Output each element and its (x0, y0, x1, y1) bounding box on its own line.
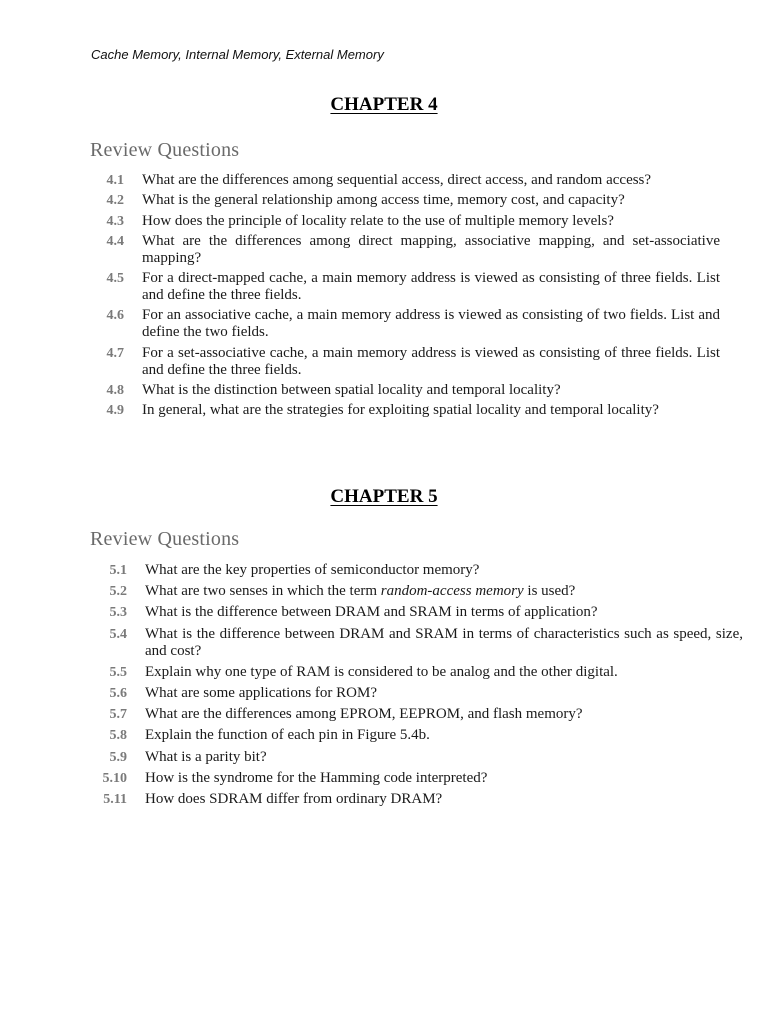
question-text (145, 583, 743, 600)
question-5-8 (96, 727, 744, 744)
question-text-before: What are two senses in which the term (145, 583, 381, 600)
question-text: What are the differences among EPROM, EEPROM, and flash memory? (145, 706, 583, 723)
question-number: 4.3 (106, 213, 124, 229)
question-4-6 (100, 307, 722, 341)
question-text: What is the difference between DRAM and SRAM in terms of characteristics such as speed, size, and cost? (145, 625, 743, 659)
question-text: What are some applications for ROM? (145, 684, 378, 701)
question-4-4 (100, 233, 722, 267)
question-4-7 (100, 345, 722, 379)
question-number: 5.9 (109, 749, 127, 765)
question-number: 5.7 (109, 707, 127, 723)
question-number: 4.4 (106, 233, 124, 249)
question-number: 4.6 (106, 308, 124, 324)
question-text: What are the key properties of semiconductor memory? (145, 562, 480, 578)
chapter-4-review-heading: Review Questions (90, 139, 240, 161)
question-text: How is the syndrome for the Hamming code interpreted? (145, 769, 488, 786)
question-5-2 (96, 583, 744, 600)
question-number: 4.8 (106, 383, 124, 399)
question-text: How does SDRAM differ from ordinary DRAM? (145, 790, 443, 807)
chapter-4-title: CHAPTER 4 (330, 94, 438, 115)
question-number: 5.5 (109, 664, 127, 680)
question-5-6 (96, 685, 744, 702)
chapter-5-question-list (96, 562, 744, 812)
question-4-3 (100, 213, 722, 230)
question-number: 4.7 (106, 345, 124, 361)
question-text: For a direct-mapped cache, a main memory address is viewed as consisting of three fields. List and define the three fields. (142, 270, 720, 304)
question-number: 5.2 (109, 584, 127, 600)
running-header: Cache Memory, Internal Memory, External Memory (91, 47, 384, 62)
question-4-1 (100, 172, 722, 189)
question-text: In general, what are the strategies for exploiting spatial locality and temporal locality? (142, 402, 659, 419)
question-text: What are the differences among sequential access, direct access, and random access? (142, 172, 652, 188)
question-5-1 (96, 562, 744, 579)
question-text: How does the principle of locality relate to the use of multiple memory levels? (142, 212, 614, 229)
question-4-2 (100, 192, 722, 209)
question-5-4 (96, 626, 744, 660)
question-text-after: is used? (523, 583, 576, 600)
question-text: What is the general relationship among access time, memory cost, and capacity? (142, 192, 625, 209)
chapter-5-review-heading: Review Questions (90, 528, 240, 550)
chapter-4-question-list (100, 172, 722, 423)
question-number: 5.1 (109, 563, 127, 578)
question-4-5 (100, 270, 722, 304)
question-text: Explain the function of each pin in Figure 5.4b. (145, 727, 430, 744)
question-number: 5.4 (109, 626, 127, 642)
question-4-9 (100, 402, 722, 419)
question-text: For a set-associative cache, a main memory address is viewed as consisting of three fields. List and define the three fields. (142, 344, 720, 378)
question-number: 5.10 (102, 770, 127, 786)
question-text: For an associative cache, a main memory address is viewed as consisting of two fields. List and define the two fields. (142, 307, 720, 341)
question-text: What is the distinction between spatial locality and temporal locality? (142, 382, 561, 399)
question-4-8 (100, 382, 722, 399)
question-5-7 (96, 706, 744, 723)
question-number: 5.6 (109, 685, 127, 701)
question-number: 4.1 (106, 173, 124, 188)
question-text: What are the differences among direct mapping, associative mapping, and set-associative mapping? (142, 232, 720, 266)
question-number: 4.2 (106, 193, 124, 209)
question-text: What is a parity bit? (145, 748, 267, 765)
question-number: 5.11 (103, 791, 127, 807)
question-text-italic-term: random-access memory (380, 583, 524, 600)
question-number: 4.9 (106, 403, 124, 419)
question-number: 5.3 (109, 605, 127, 621)
question-text: What is the difference between DRAM and SRAM in terms of application? (145, 604, 598, 621)
question-number: 4.5 (106, 271, 124, 287)
question-5-9 (96, 749, 744, 766)
question-number: 5.8 (109, 728, 127, 744)
question-5-3 (96, 604, 744, 621)
question-text: Explain why one type of RAM is considered to be analog and the other digital. (145, 663, 618, 680)
question-5-5 (96, 664, 744, 681)
chapter-5-title: CHAPTER 5 (330, 486, 438, 507)
question-5-11 (96, 791, 744, 808)
question-5-10 (96, 770, 744, 787)
